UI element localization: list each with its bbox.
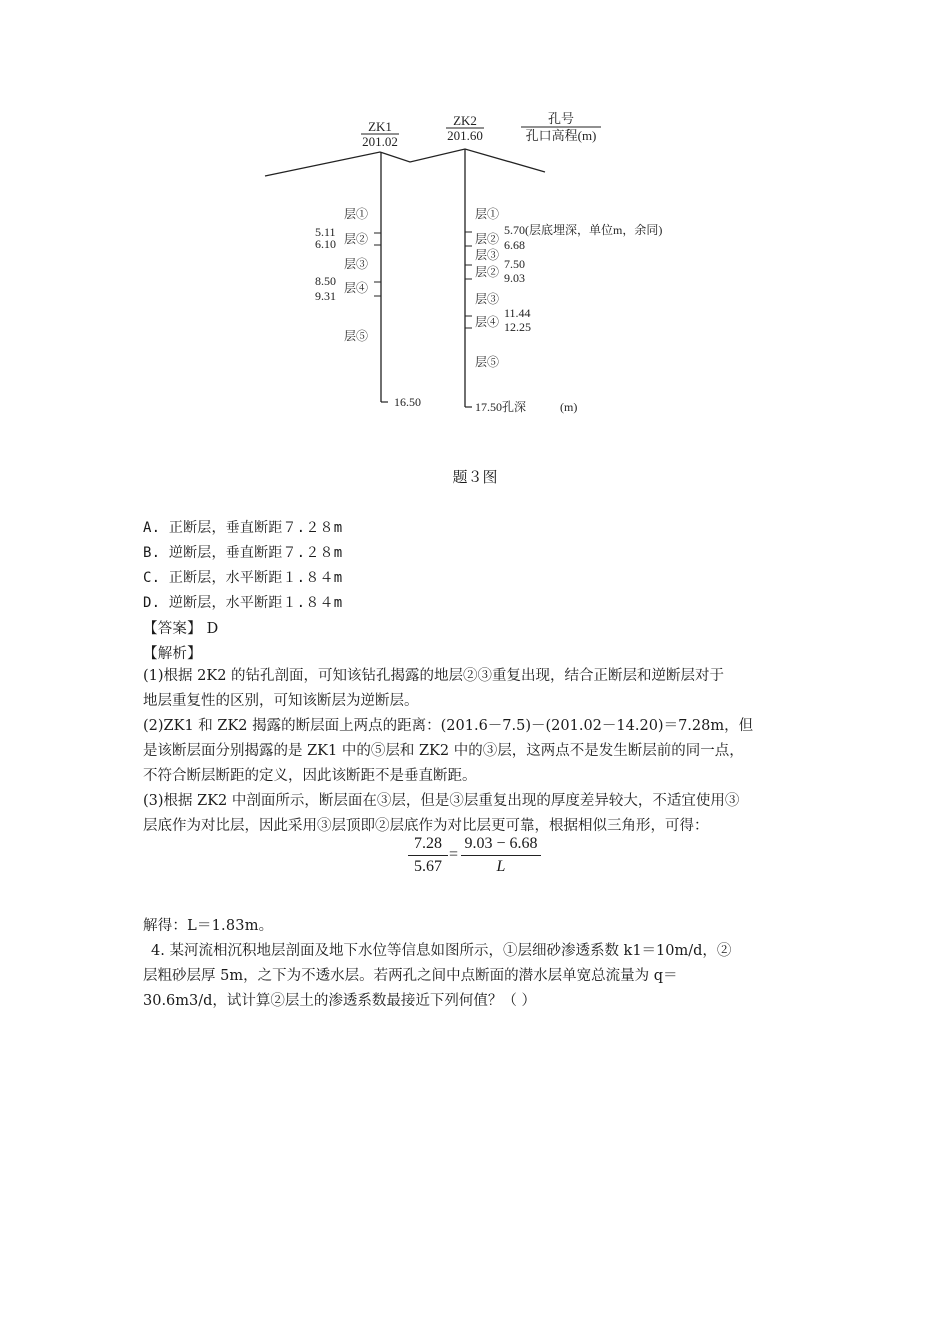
zk2-depth: 7.50 xyxy=(504,257,525,271)
zk2-layer-label: 层① xyxy=(475,207,500,221)
zk1-depth: 8.50 xyxy=(315,274,336,288)
zk2-depth: 9.03 xyxy=(504,271,525,285)
solution: 解得：L＝1.83m。 xyxy=(143,918,274,934)
formula-rhs-denominator: L xyxy=(496,858,506,875)
analysis-line: (2)ZK1 和 ZK2 揭露的断层面上两点的距离：(201.6－7.5)－(201.02－14.20)＝7.28m，但 xyxy=(143,718,754,734)
zk2-layer-label: 层③ xyxy=(475,248,500,262)
zk1-layer-label: 层⑤ xyxy=(344,329,369,343)
zk1-layer-label: 层① xyxy=(344,207,369,221)
zk2-layer-label: 层② xyxy=(475,232,500,246)
formula-lhs-denominator: 5.67 xyxy=(414,858,442,875)
question-line: 层粗砂层厚 5m，之下为不透水层。若两孔之间中点断面的潜水层单宽总流量为 q＝ xyxy=(143,968,678,984)
zk1-depth: 9.31 xyxy=(315,289,336,303)
zk2-bottom-depth: 17.50孔深 xyxy=(475,400,527,414)
zk2-depth: 5.70(层底埋深，单位m，余同) xyxy=(504,223,663,237)
zk2-depth: 6.68 xyxy=(504,238,525,252)
ground-surface-line xyxy=(265,149,545,176)
zk1-elevation: 201.02 xyxy=(362,134,398,149)
option-d: D. 逆断层，水平断距１.８４m xyxy=(143,595,343,611)
option-c: C. 正断层，水平断距１.８４m xyxy=(143,570,343,586)
zk2-layer-label: 层⑤ xyxy=(475,355,500,369)
analysis-title: 【解析】 xyxy=(143,646,202,662)
zk1-name: ZK1 xyxy=(368,119,392,134)
zk2-layer-label: 层④ xyxy=(475,315,500,329)
option-a: A. 正断层，垂直断距７.２８m xyxy=(143,520,343,536)
zk1-depth: 5.11 xyxy=(315,225,336,239)
zk1-layer-label: 层② xyxy=(344,232,369,246)
legend-hole-elevation: 孔口高程(m) xyxy=(525,128,597,143)
analysis-paragraph-2 xyxy=(143,714,808,789)
analysis-line: 层底作为对比层，因此采用③层顶即②层底作为对比层更可靠，根据相似三角形，可得： xyxy=(143,818,709,834)
zk1-depth: 6.10 xyxy=(315,237,336,251)
zk2-depth-unit: (m) xyxy=(560,400,578,414)
zk1-layer-label: 层③ xyxy=(344,257,369,271)
zk2-layer-label: 层③ xyxy=(475,292,500,306)
zk2-name: ZK2 xyxy=(453,113,477,128)
zk1-bottom-depth: 16.50 xyxy=(394,395,421,409)
formula-equals: = xyxy=(449,846,459,863)
zk2-elevation: 201.60 xyxy=(447,128,483,143)
analysis-line: (3)根据 ZK2 中剖面所示，断层面在③层，但是③层重复出现的厚度差异较大，不适宜使用③ xyxy=(143,793,740,809)
legend-hole-no: 孔号 xyxy=(547,111,575,126)
formula-rhs-fraction xyxy=(461,835,541,876)
formula-lhs-fraction xyxy=(408,835,448,876)
formula-lhs-numerator: 7.28 xyxy=(408,835,448,856)
question-line: 4. 某河流相沉积地层剖面及地下水位等信息如图所示，①层细砂渗透系数 k1＝10m/d，② xyxy=(151,943,732,959)
question-line: 30.6m3/d，试计算②层土的渗透系数最接近下列何值？（ ） xyxy=(143,993,537,1009)
analysis-line: 是该断层面分别揭露的是 ZK1 中的⑤层和 ZK2 中的③层，这两点不是发生断层前的同一点， xyxy=(143,743,744,759)
analysis-line: (1)根据 2K2 的钻孔剖面，可知该钻孔揭露的地层②③重复出现，结合正断层和逆断层对于 xyxy=(143,668,725,684)
zk2-depth: 11.44 xyxy=(504,306,531,320)
option-b: B. 逆断层，垂直断距７.２８m xyxy=(143,545,343,561)
figure-caption: 题３图 xyxy=(452,468,498,486)
analysis-line: 地层重复性的区别，可知该断层为逆断层。 xyxy=(143,693,419,709)
formula-rhs-numerator: 9.03 − 6.68 xyxy=(461,835,541,856)
borehole-profile-figure xyxy=(0,0,950,440)
formula xyxy=(0,835,950,885)
zk2-layer-label: 层② xyxy=(475,265,500,279)
analysis-paragraph-1 xyxy=(143,664,808,714)
answer: 【答案】 D xyxy=(143,621,219,637)
zk1-layer-label: 层④ xyxy=(344,281,369,295)
question-4 xyxy=(143,939,808,1014)
analysis-line: 不符合断层断距的定义，因此该断距不是垂直断距。 xyxy=(143,768,477,784)
zk2-depth: 12.25 xyxy=(504,320,531,334)
analysis-paragraph-3 xyxy=(143,789,808,839)
